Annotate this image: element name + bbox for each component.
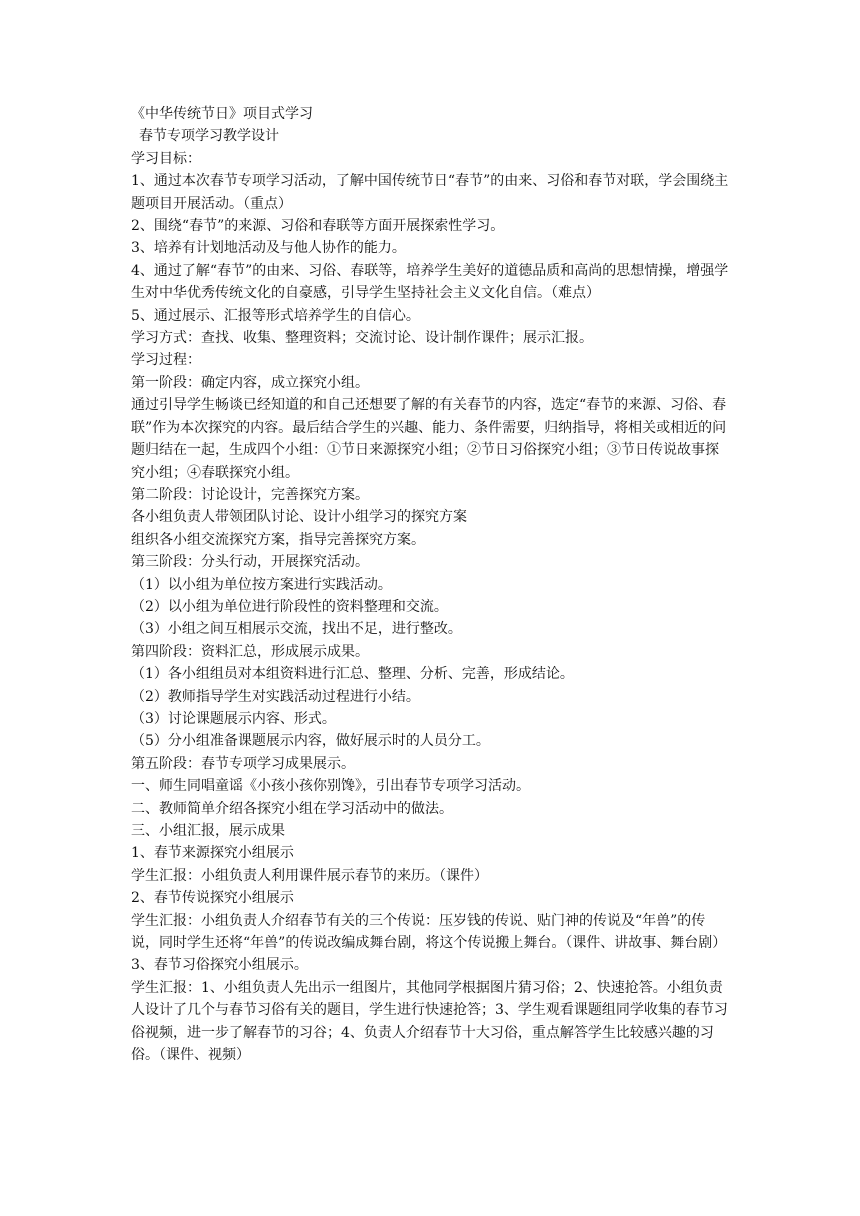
paragraph: 第三阶段：分头行动，开展探究活动。 (131, 554, 369, 571)
document-body (131, 103, 731, 1066)
paragraph: （2）以小组为单位进行阶段性的资料整理和交流。 (131, 598, 448, 615)
paragraph: （3）小组之间互相展示交流，找出不足，进行整改。 (131, 621, 462, 638)
paragraph: 2、围绕“春节”的来源、习俗和春联等方面开展探索性学习。 (131, 218, 505, 235)
document-subtitle: 春节专项学习教学设计 (139, 128, 279, 145)
paragraph: （3）讨论课题展示内容、形式。 (131, 710, 336, 727)
paragraph: （1）各小组组员对本组资料进行汇总、整理、分析、完善，形成结论。 (131, 666, 574, 683)
document-title: 《中华传统节日》项目式学习 (131, 106, 313, 122)
paragraph: 组织各小组交流探究方案，指导完善探究方案。 (131, 531, 425, 548)
paragraph: 学习过程： (131, 352, 201, 369)
paragraph: 通过引导学生畅谈已经知道的和自己还想要了解的有关春节的内容，选定“春节的来源、习俗、春联”作为本次探究的内容。最后结合学生的兴趣、能力、条件需要，归纳指导，将相关或相近的问题归结在一起，生成四个小组：①节日来源探究小组；②节日习俗探究小组；③节日传说故事探究小组；④春联探究小组。 (131, 397, 727, 481)
paragraph: 各小组负责人带领团队讨论、设计小组学习的探究方案 (131, 509, 467, 526)
paragraph: 学生汇报：小组负责人介绍春节有关的三个传说：压岁钱的传说、贴门神的传说及“年兽”的传说，同时学生还将“年兽”的传说改编成舞台剧，将这个传说搬上舞台。（课件、讲故事、舞台剧） (131, 912, 727, 952)
paragraph: 三、小组汇报，展示成果 (131, 823, 285, 839)
paragraph: 3、春节习俗探究小组展示。 (131, 957, 308, 974)
paragraph: 4、通过了解“春节”的由来、习俗、春联等，培养学生美好的道德品质和高尚的思想情操，增强学生对中华优秀传统文化的自豪感，引导学生坚持社会主义文化自信。（难点） (131, 262, 729, 302)
paragraph: 学习方式：查找、收集、整理资料；交流讨论、设计制作课件；展示汇报。 (131, 330, 593, 347)
paragraph: 一、师生同唱童谣《小孩小孩你别馋》，引出春节专项学习活动。 (131, 778, 530, 795)
paragraph: （1）以小组为单位按方案进行实践活动。 (131, 576, 392, 593)
paragraph: 3、培养有计划地活动及与他人协作的能力。 (131, 240, 406, 257)
paragraph: 5、通过展示、汇报等形式培养学生的自信心。 (131, 307, 420, 324)
paragraph: 2、春节传说探究小组展示 (131, 890, 294, 907)
paragraph: 第四阶段：资料汇总，形成展示成果。 (131, 643, 369, 660)
paragraph: （2）教师指导学生对实践活动过程进行小结。 (131, 688, 420, 705)
paragraph: （5）分小组准备课题展示内容，做好展示时的人员分工。 (131, 733, 490, 750)
paragraph: 第一阶段：确定内容，成立探究小组。 (131, 374, 369, 391)
paragraph: 学生汇报：1、小组负责人先出示一组图片，其他同学根据图片猜习俗；2、快速抢答。小组负责人设计了几个与春节习俗有关的题目，学生进行快速抢答；3、学生观看课题组同学收集的春节习俗视频，进一步了解春节的习谷；4、负责人介绍春节十大习俗，重点解答学生比较感兴趣的习俗。（课件、视频） (131, 979, 728, 1064)
paragraph: 1、通过本次春节专项学习活动，了解中国传统节日“春节”的由来、习俗和春节对联，学会围绕主题项目开展活动。（重点） (131, 173, 729, 212)
paragraph: 学习目标： (131, 150, 201, 167)
paragraph: 第二阶段：讨论设计，完善探究方案。 (131, 486, 369, 503)
paragraph: 第五阶段：春节专项学习成果展示。 (131, 755, 355, 772)
paragraph: 二、教师简单介绍各探究小组在学习活动中的做法。 (131, 800, 453, 817)
paragraph: 1、春节来源探究小组展示 (131, 845, 294, 862)
paragraph: 学生汇报：小组负责人利用课件展示春节的来历。（课件） (131, 867, 488, 884)
document-lines (131, 148, 731, 1067)
